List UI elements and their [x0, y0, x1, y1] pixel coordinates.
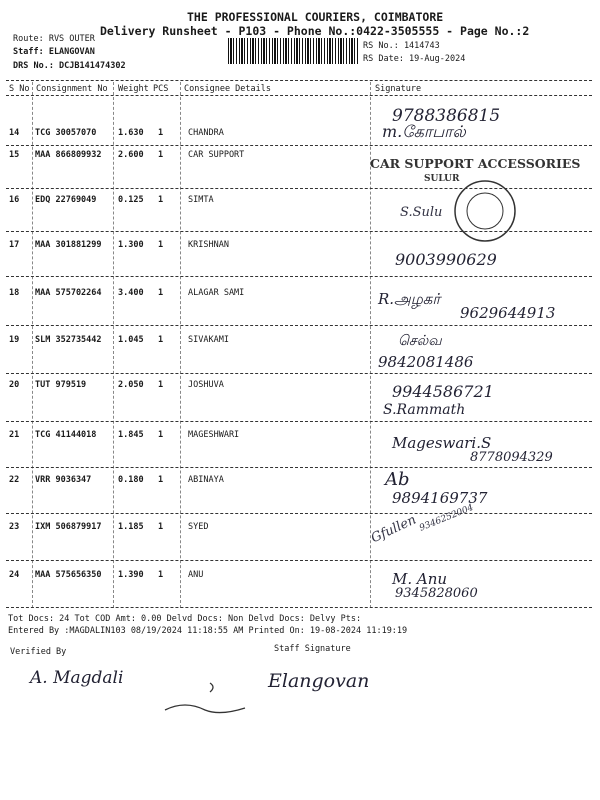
row-weight: 1.045: [118, 335, 144, 345]
row-consignment: TUT 979519: [35, 380, 87, 390]
table-row: [0, 469, 600, 518]
company-seal-icon: [450, 176, 520, 246]
row-consignee: SYED: [188, 522, 209, 532]
row-sno: 17: [9, 240, 20, 250]
divider: [6, 421, 592, 422]
row-sno: 21: [9, 430, 20, 440]
row-weight: 1.845: [118, 430, 144, 440]
signature-name: செல்வ: [398, 333, 442, 349]
col-header-signature: Signature: [375, 84, 422, 94]
row-pcs: 1: [158, 380, 164, 390]
row-weight: 3.400: [118, 288, 144, 298]
col-header-sno: S No: [9, 84, 30, 94]
route: Route: RVS OUTER: [13, 34, 95, 44]
row-sno: 24: [9, 570, 20, 580]
row-weight: 1.630: [118, 128, 144, 138]
row-pcs: 1: [158, 195, 164, 205]
row-sno: 22: [9, 475, 20, 485]
row-pcs: 1: [158, 570, 164, 580]
row-consignment: TCG 41144018: [35, 430, 97, 440]
signature-phone: 9894169737: [392, 489, 488, 507]
totals-line: Tot Docs: 24 Tot COD Amt: 0.00 Delvd Docs: Non Delvd Docs: Delvy Pts:: [8, 614, 362, 624]
signature-name: m.கோபால்: [382, 122, 466, 141]
row-consignee: SIVAKAMI: [188, 335, 229, 345]
row-sno: 15: [9, 150, 20, 160]
drs-number: DRS No.: DCJB141474302: [13, 61, 126, 71]
row-sno: 23: [9, 522, 20, 532]
row-weight: 2.050: [118, 380, 144, 390]
rs-date: RS Date: 19-Aug-2024: [363, 54, 466, 64]
divider: [6, 607, 592, 608]
divider: [6, 325, 592, 326]
col-header-consignee: Consignee Details: [184, 84, 271, 94]
runsheet-title: Delivery Runsheet - P103 - Phone No.:0422-3505555 - Page No.:2: [100, 24, 530, 38]
divider: [6, 276, 592, 277]
entered-by-line: Entered By :MAGDALIN103 08/19/2024 11:18:55 AM Printed On: 19-08-2024 11:19:19: [8, 626, 408, 636]
divider: [6, 467, 592, 468]
verifier-signature: A. Magdali: [30, 668, 124, 688]
divider: [6, 231, 592, 232]
signature-phone: 9345828060: [395, 586, 478, 601]
row-consignment: TCG 30057070: [35, 128, 97, 138]
row-weight: 0.125: [118, 195, 144, 205]
signature-phone: 9842081486: [378, 353, 474, 371]
row-consignee: CAR SUPPORT: [188, 150, 245, 160]
col-header-consignment: Consignment No: [36, 84, 108, 94]
divider: [6, 145, 592, 146]
row-pcs: 1: [158, 150, 164, 160]
row-weight: 1.300: [118, 240, 144, 250]
stamp-text: SULUR: [424, 174, 460, 184]
row-consignment: MAA 575656350: [35, 570, 102, 580]
stamp-text: CAR SUPPORT ACCESSORIES: [370, 156, 581, 171]
signature-phone: 9629644913: [460, 304, 556, 322]
initials-scribble-icon: [160, 675, 250, 720]
signature-name: R.அழகர்: [378, 290, 441, 308]
col-header-pcs: PCS: [153, 84, 169, 94]
row-pcs: 1: [158, 240, 164, 250]
row-consignee: ALAGAR SAMI: [188, 288, 245, 298]
signature-phone: 9003990629: [395, 250, 497, 269]
signature-phone: 8778094329: [470, 450, 553, 465]
row-consignment: EDQ 22769049: [35, 195, 97, 205]
row-consignee: SIMTA: [188, 195, 214, 205]
signature-phone: 9346252004: [418, 502, 475, 534]
row-consignment: IXM 506879917: [35, 522, 102, 532]
divider: [6, 560, 592, 561]
row-consignment: VRR 9036347: [35, 475, 92, 485]
signature-phone: 9944586721: [392, 382, 494, 401]
row-consignee: JOSHUVA: [188, 380, 224, 390]
row-consignment: SLM 352735442: [35, 335, 102, 345]
staff-signature-label: Staff Signature: [274, 644, 351, 654]
row-pcs: 1: [158, 335, 164, 345]
signature-name: M. Anu: [392, 570, 448, 588]
company-name: THE PROFESSIONAL COURIERS, COIMBATORE: [187, 10, 444, 24]
row-consignee: CHANDRA: [188, 128, 224, 138]
row-consignment: MAA 301881299: [35, 240, 102, 250]
divider: [6, 95, 592, 96]
row-sno: 18: [9, 288, 20, 298]
row-pcs: 1: [158, 522, 164, 532]
row-weight: 1.390: [118, 570, 144, 580]
staff-signature: Elangovan: [268, 670, 370, 692]
signature-name: Ab: [385, 469, 410, 490]
row-pcs: 1: [158, 288, 164, 298]
signature-name: Mageswari.S: [392, 434, 492, 452]
row-consignment: MAA 866809932: [35, 150, 102, 160]
signature-name: S.Rammath: [383, 402, 466, 418]
signature-name: Gfullen: [368, 512, 419, 547]
row-consignee: ABINAYA: [188, 475, 224, 485]
barcode: [228, 38, 358, 64]
col-header-weight: Weight: [118, 84, 149, 94]
row-pcs: 1: [158, 475, 164, 485]
row-weight: 0.180: [118, 475, 144, 485]
row-consignment: MAA 575702264: [35, 288, 102, 298]
rs-number: RS No.: 1414743: [363, 41, 440, 51]
row-sno: 19: [9, 335, 20, 345]
row-weight: 1.185: [118, 522, 144, 532]
row-consignee: MAGESHWARI: [188, 430, 240, 440]
row-sno: 16: [9, 195, 20, 205]
row-pcs: 1: [158, 430, 164, 440]
signature-name: S.Sulu: [400, 205, 443, 220]
divider: [6, 373, 592, 374]
row-weight: 2.600: [118, 150, 144, 160]
staff-name: Staff: ELANGOVAN: [13, 47, 95, 57]
row-sno: 20: [9, 380, 20, 390]
row-pcs: 1: [158, 128, 164, 138]
divider: [6, 513, 592, 514]
row-sno: 14: [9, 128, 20, 138]
divider: [6, 80, 592, 81]
verified-by-label: Verified By: [10, 647, 67, 657]
signature-phone: 9788386815: [392, 106, 501, 126]
table-row: [0, 380, 600, 423]
row-consignee: KRISHNAN: [188, 240, 229, 250]
table-row: [0, 335, 600, 378]
table-row: [0, 502, 600, 565]
row-consignee: ANU: [188, 570, 204, 580]
